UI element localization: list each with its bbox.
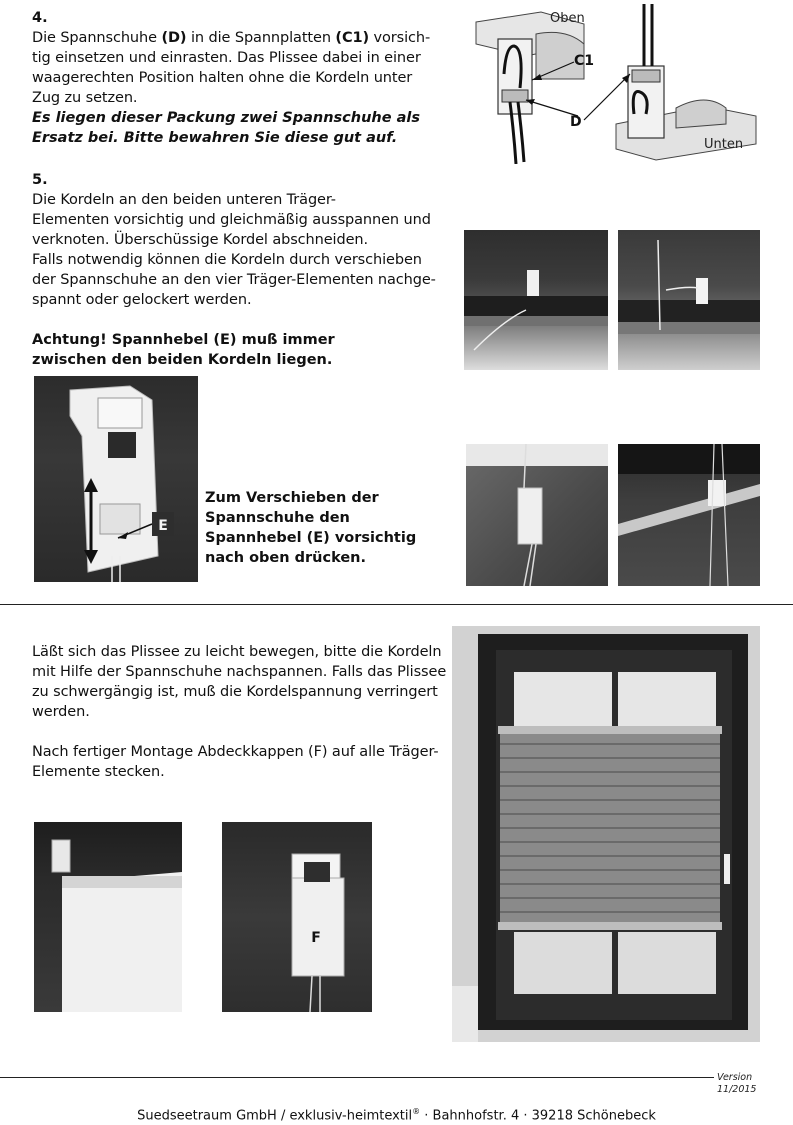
photo-blind-top-svg: [34, 822, 182, 1012]
warning-line-2: zwischen den beiden Kordeln liegen.: [32, 352, 333, 368]
photo-installed-blind-svg: [452, 626, 760, 1042]
footer-address: [0, 1103, 793, 1125]
photo-clamp-closeup-1-svg: [466, 444, 608, 586]
text-fragment: in die Spannplatten: [186, 30, 336, 46]
photo-blind-top: [34, 822, 182, 1012]
step-5-line: Falls notwendig können die Kordeln durch verschieben: [32, 252, 422, 268]
push-note-line: Spannhebel (E) vorsichtig: [205, 530, 417, 546]
replacement-note-line-1: Es liegen dieser Packung zwei Spannschuhe als: [32, 110, 420, 126]
push-note-line: Zum Verschieben der: [205, 490, 379, 506]
c1-label: C1: [574, 53, 595, 69]
step-5-line: der Spannschuhe an den vier Träger-Elementen nachge-: [32, 272, 436, 288]
photo-installed-blind: [452, 626, 760, 1042]
adjustment-text: [32, 642, 452, 782]
step-5-line: verknoten. Überschüssige Kordel abschneiden.: [32, 232, 369, 248]
bottom-label: Unten: [704, 137, 744, 152]
label-e: E: [158, 518, 168, 534]
d-label: D: [570, 114, 582, 130]
clamp-diagram-svg: [466, 4, 766, 164]
step-4-line-2: tig einsetzen und einrasten. Das Plissee dabei in einer: [32, 50, 421, 66]
company-name: Suedseetraum GmbH / exklusiv-heimtextil: [137, 1108, 413, 1124]
company-address: · Bahnhofstr. 4 · 39218 Schönebeck: [420, 1108, 656, 1124]
photo-window-sill-2-svg: [618, 230, 760, 370]
step-4-section: [32, 8, 452, 148]
photo-window-sill-1: [464, 230, 608, 370]
photo-clamp-closeup-2: [618, 444, 760, 586]
step-5-section: [32, 170, 452, 370]
step-5-line: spannt oder gelockert werden.: [32, 292, 252, 308]
step-4-line-3: waagerechten Position halten ohne die Kordeln unter: [32, 70, 413, 86]
replacement-note-line-2: Ersatz bei. Bitte bewahren Sie diese gut auf.: [32, 130, 398, 146]
photo-window-sill-2: [618, 230, 760, 370]
footer-divider: [0, 1077, 714, 1078]
photo-cover-cap-svg: [222, 822, 372, 1012]
push-note-line: nach oben drücken.: [205, 550, 366, 566]
photo-tension-lever: [34, 376, 198, 582]
step-5-number: 5.: [32, 172, 48, 188]
label-f: F: [311, 930, 321, 946]
step-5-line: Die Kordeln an den beiden unteren Träger-: [32, 192, 336, 208]
ref-c1: (C1): [335, 30, 370, 46]
step-4-number: 4.: [32, 10, 48, 26]
cover-cap-line: Elemente stecken.: [32, 764, 165, 780]
step-5-line: Elementen vorsichtig und gleichmäßig ausspannen und: [32, 212, 431, 228]
step-4-line-1: [32, 28, 452, 48]
photo-clamp-closeup-2-svg: [618, 444, 760, 586]
photo-cover-cap: [222, 822, 372, 1012]
adjustment-line: mit Hilfe der Spannschuhe nachspannen. Falls das Plissee: [32, 664, 447, 680]
photo-window-sill-1-svg: [464, 230, 608, 370]
cover-cap-line: Nach fertiger Montage Abdeckkappen (F) auf alle Träger-: [32, 744, 439, 760]
clamp-diagram: [466, 4, 766, 164]
ref-d: (D): [161, 30, 187, 46]
adjustment-line: werden.: [32, 704, 90, 720]
warning-line-1: Achtung! Spannhebel (E) muß immer: [32, 332, 335, 348]
push-note-line: Spannschuhe den: [205, 510, 350, 526]
adjustment-line: zu schwergängig ist, muß die Kordelspannung verringert: [32, 684, 438, 700]
photo-tension-lever-svg: [34, 376, 198, 582]
version-label: Version 11/2015: [717, 1072, 757, 1095]
text-fragment: vorsich-: [369, 30, 431, 46]
registered-mark: ®: [412, 1107, 421, 1116]
section-divider: [0, 604, 793, 605]
top-label: Oben: [550, 11, 585, 26]
text-fragment: Die Spannschuhe: [32, 30, 162, 46]
step-4-line-4: Zug zu setzen.: [32, 90, 138, 106]
photo-clamp-closeup-1: [466, 444, 608, 586]
push-note: [205, 488, 455, 568]
adjustment-line: Läßt sich das Plissee zu leicht bewegen, bitte die Kordeln: [32, 644, 442, 660]
